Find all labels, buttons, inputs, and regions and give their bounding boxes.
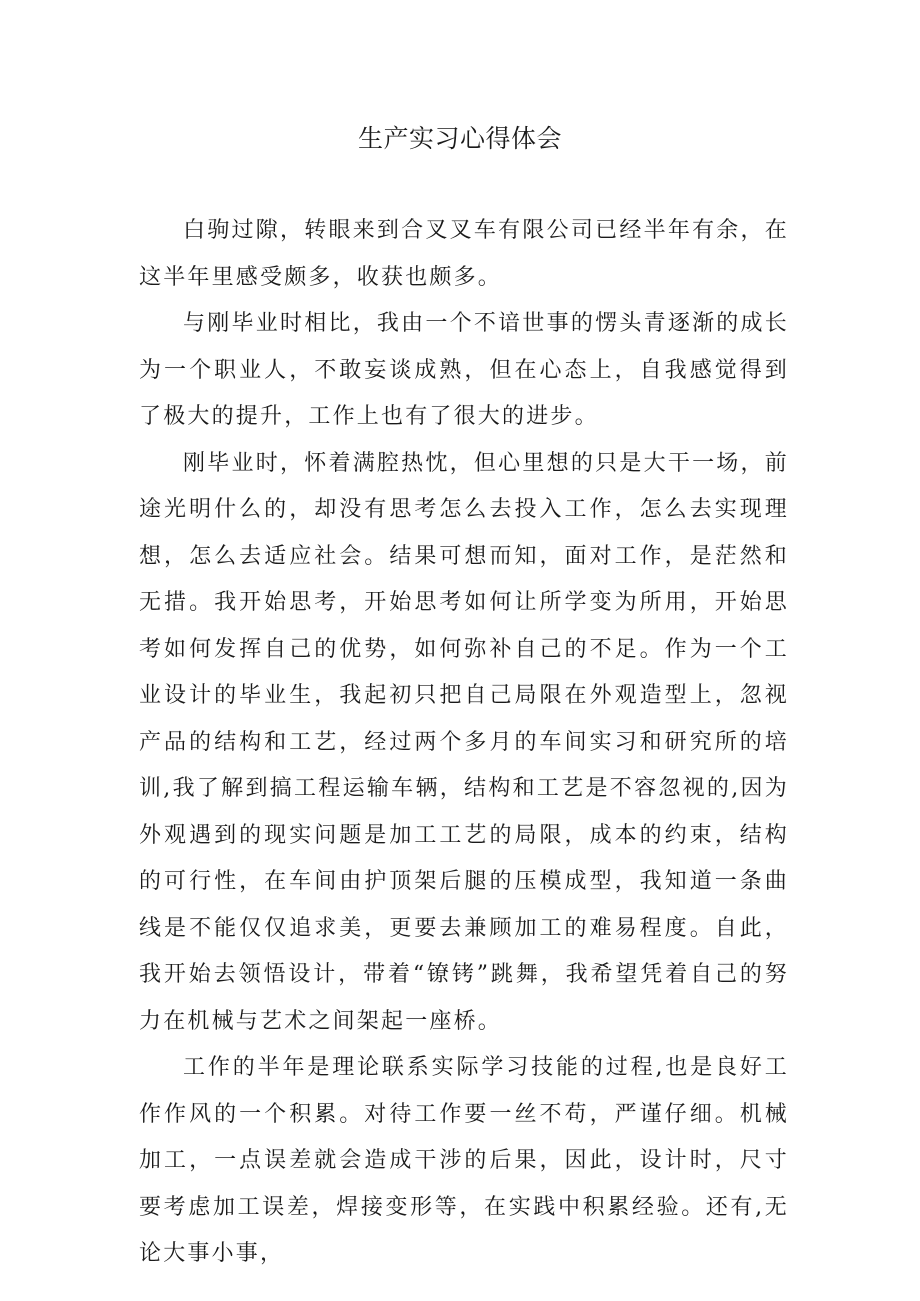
document-body xyxy=(139,208,789,1278)
paragraph-1: 白驹过隙，转眼来到合叉叉车有限公司已经半年有余，在这半年里感受颇多，收获也颇多。 xyxy=(139,218,789,290)
document-title: 生产实习心得体会 xyxy=(357,124,562,153)
paragraph-2: 与刚毕业时相比，我由一个不谙世事的愣头青逐渐的成长为一个职业人，不敢妄谈成熟，但在心态上，自我感觉得到了极大的提升，工作上也有了很大的进步。 xyxy=(139,311,789,429)
paragraph-3: 刚毕业时，怀着满腔热忱，但心里想的只是大干一场，前途光明什么的，却没有思考怎么去投入工作，怎么去实现理想，怎么去适应社会。结果可想而知，面对工作，是茫然和无措。我开始思考，开始思考如何让所学变为所用，开始思考如何发挥自己的优势，如何弥补自己的不足。作为一个工业设计的毕业生，我起初只把自己局限在外观造型上，忽视产品的结构和工艺，经过两个多月的车间实习和研究所的培训,我了解到搞工程运输车辆，结构和工艺是不容忽视的,因为外观遇到的现实问题是加工工艺的局限，成本的约束，结构的可行性，在车间由护顶架后腿的压模成型，我知道一条曲线是不能仅仅追求美，更要去兼顾加工的难易程度。自此，我开始去领悟设计，带着“镣铐”跳舞，我希望凭着自己的努力在机械与艺术之间架起一座桥。 xyxy=(139,450,789,1034)
paragraph-4: 工作的半年是理论联系实际学习技能的过程,也是良好工作作风的一个积累。对待工作要一丝不苟，严谨仔细。机械加工，一点误差就会造成干涉的后果，因此，设计时，尺寸要考虑加工误差，焊接变形等，在实践中积累经验。还有,无论大事小事， xyxy=(139,1055,789,1266)
